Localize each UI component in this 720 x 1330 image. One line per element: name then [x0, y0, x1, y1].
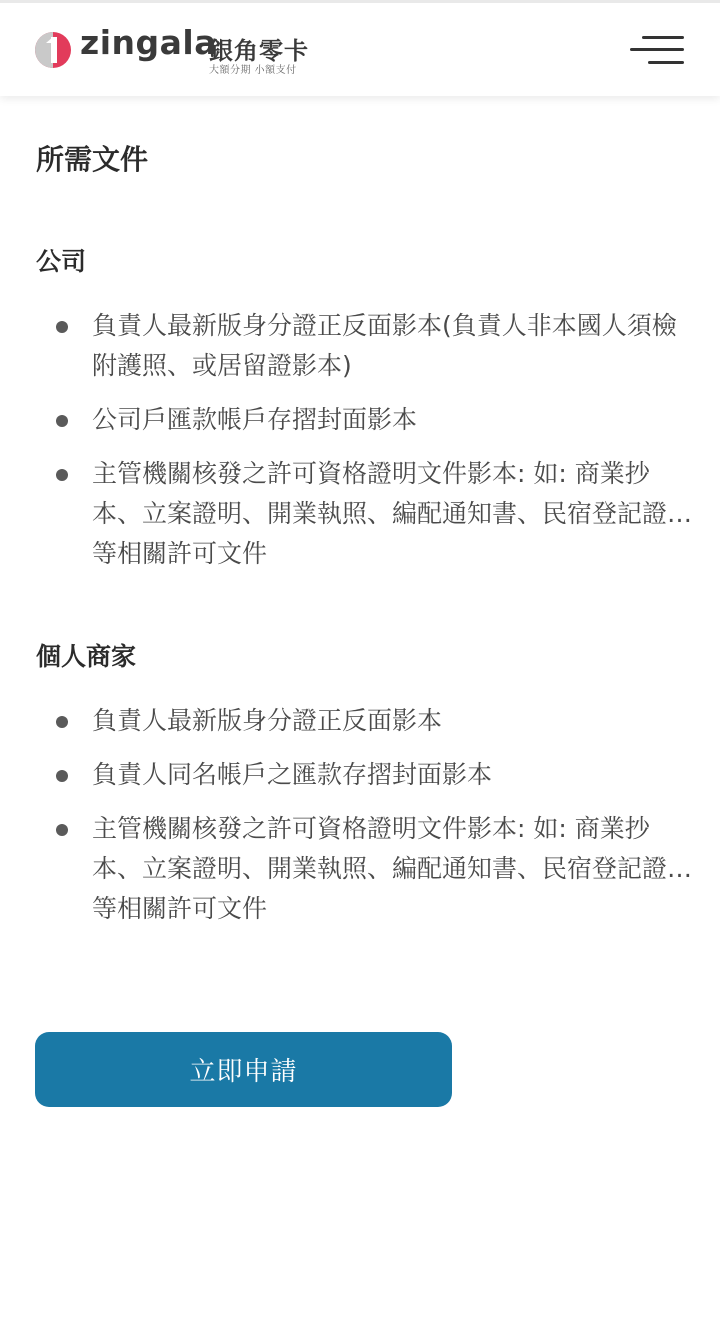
hamburger-menu-icon[interactable] — [626, 33, 688, 69]
menu-line — [630, 48, 684, 51]
bullet-icon — [56, 824, 68, 836]
apply-now-button[interactable]: 立即申請 — [35, 1032, 452, 1107]
list-item — [36, 400, 696, 440]
list-item — [36, 755, 696, 795]
menu-line — [648, 61, 684, 64]
list-item-text: 負責人同名帳戶之匯款存摺封面影本 — [92, 760, 493, 789]
list-item — [36, 306, 696, 386]
zingala-logo-icon[interactable] — [34, 25, 72, 75]
list-item — [36, 701, 696, 741]
list-item-text: 公司戶匯款帳戶存摺封面影本 — [92, 405, 418, 434]
menu-line — [642, 36, 684, 39]
list-item-text: 負責人最新版身分證正反面影本 — [92, 706, 443, 735]
page-title: 所需文件 — [36, 143, 149, 176]
section-title-company: 公司 — [36, 247, 87, 276]
bullet-icon — [56, 469, 68, 481]
list-item-text: 主管機關核發之許可資格證明文件影本: 如: 商業抄本、立案證明、開業執照、編配通知書、民宿登記證…等相關許可文件 — [92, 459, 693, 568]
brand-name[interactable]: zingala — [80, 23, 217, 62]
list-item-text: 主管機關核發之許可資格證明文件影本: 如: 商業抄本、立案證明、開業執照、編配通知書、民宿登記證…等相關許可文件 — [92, 814, 693, 923]
list-item — [36, 809, 696, 929]
individual-documents-list — [36, 701, 696, 929]
company-documents-list — [36, 306, 696, 574]
list-item — [36, 454, 696, 574]
brand-chinese-name[interactable]: 銀角零卡 — [209, 37, 309, 65]
top-navbar — [0, 0, 720, 96]
bullet-icon — [56, 415, 68, 427]
list-item-text: 負責人最新版身分證正反面影本(負責人非本國人須檢附護照、或居留證影本) — [92, 311, 677, 380]
bullet-icon — [56, 321, 68, 333]
brand-tagline: 大額分期 小額支付 — [209, 65, 297, 76]
section-title-individual: 個人商家 — [36, 642, 137, 671]
bullet-icon — [56, 716, 68, 728]
bullet-icon — [56, 770, 68, 782]
